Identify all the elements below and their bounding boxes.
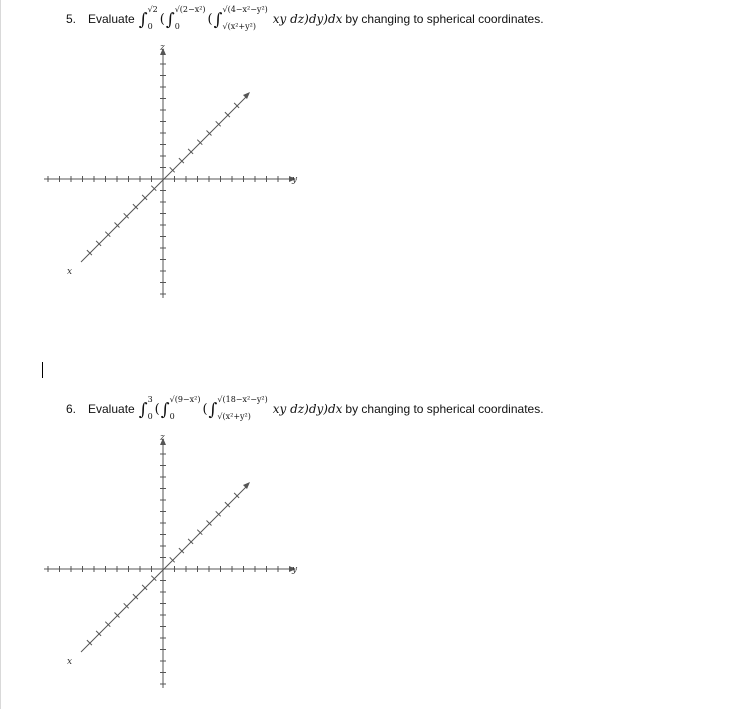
axis-tick: [216, 511, 221, 516]
inner-lower-limit: √(x²+y²): [222, 22, 256, 31]
axis-tick: [115, 613, 120, 618]
outer-upper-limit: 3: [147, 395, 153, 404]
middle-lower-limit: 0: [174, 22, 180, 31]
text-cursor: [42, 362, 43, 378]
middle-upper-limit: √(2−x²): [174, 5, 206, 14]
axis-tick: [179, 548, 184, 553]
middle-limits: [169, 395, 201, 421]
axis-tick: [124, 213, 129, 218]
inner-integral-sign: ∫: [213, 10, 223, 30]
axis-tick: [87, 250, 92, 255]
axis-tick: [207, 131, 212, 136]
problem-number: 6.: [66, 402, 77, 416]
axis-tick: [151, 576, 156, 581]
axis-tick: [188, 539, 193, 544]
problem-5-statement: [66, 6, 544, 32]
axis-tick: [115, 223, 120, 228]
axis-tick: [151, 186, 156, 191]
outer-upper-limit: √2: [147, 5, 158, 14]
z-axis-label: z: [160, 43, 165, 53]
integrand: xy dz)dy)dx: [272, 12, 343, 26]
outer-lower-limit: 0: [147, 22, 153, 31]
axis-tick: [133, 204, 138, 209]
middle-limits: [174, 5, 206, 31]
x-axis-label: x: [67, 267, 73, 277]
axis-tick: [105, 232, 110, 237]
page-left-border: [0, 0, 1, 709]
axis-tick: [188, 149, 193, 154]
open-paren: (: [154, 401, 160, 417]
evaluate-word: Evaluate: [88, 402, 135, 416]
axis-tick: [142, 195, 147, 200]
integrand: xy dz)dy)dx: [272, 402, 343, 416]
x-axis-arrow: [243, 92, 250, 99]
instruction-text: by changing to spherical coordinates.: [345, 12, 544, 26]
axis-tick: [124, 603, 129, 608]
inner-upper-limit: √(18−x²−y²): [217, 395, 268, 404]
axis-tick: [207, 521, 212, 526]
middle-integral-sign: ∫: [160, 400, 170, 420]
inner-limits: [222, 5, 268, 31]
open-paren: (: [207, 11, 213, 27]
axis-tick: [179, 158, 184, 163]
axis-tick: [105, 622, 110, 627]
inner-lower-limit: √(x²+y²): [217, 412, 251, 421]
middle-lower-limit: 0: [169, 412, 175, 421]
axis-tick: [87, 640, 92, 645]
axis-tick: [96, 631, 101, 636]
axis-tick: [197, 530, 202, 535]
3d-axes-diagram: [36, 40, 306, 300]
axis-tick: [133, 594, 138, 599]
axis-tick: [216, 121, 221, 126]
axis-tick: [170, 557, 175, 562]
middle-integral-sign: ∫: [165, 10, 175, 30]
y-axis-label: y: [292, 565, 298, 575]
axis-tick: [234, 493, 239, 498]
axis-tick: [96, 241, 101, 246]
axis-tick: [170, 167, 175, 172]
3d-axes-diagram: [36, 430, 306, 690]
evaluate-word: Evaluate: [88, 12, 135, 26]
axis-tick: [225, 112, 230, 117]
axis-tick: [225, 502, 230, 507]
outer-limits: [147, 5, 158, 31]
instruction-text: by changing to spherical coordinates.: [345, 402, 544, 416]
x-axis-label: x: [67, 657, 73, 667]
middle-upper-limit: √(9−x²): [169, 395, 201, 404]
problem-6-statement: [66, 396, 544, 422]
y-axis-label: y: [292, 175, 298, 185]
outer-integral-sign: ∫: [138, 10, 148, 30]
inner-limits: [217, 395, 268, 421]
open-paren: (: [159, 11, 165, 27]
axis-tick: [234, 103, 239, 108]
problem-number: 5.: [66, 12, 77, 26]
inner-integral-sign: ∫: [208, 400, 218, 420]
inner-upper-limit: √(4−x²−y²): [222, 5, 268, 14]
open-paren: (: [202, 401, 208, 417]
z-axis-label: z: [160, 433, 165, 443]
outer-integral-sign: ∫: [138, 400, 148, 420]
axis-tick: [197, 140, 202, 145]
x-axis-arrow: [243, 482, 250, 489]
outer-lower-limit: 0: [147, 412, 153, 421]
outer-limits: [147, 395, 153, 421]
axis-tick: [142, 585, 147, 590]
